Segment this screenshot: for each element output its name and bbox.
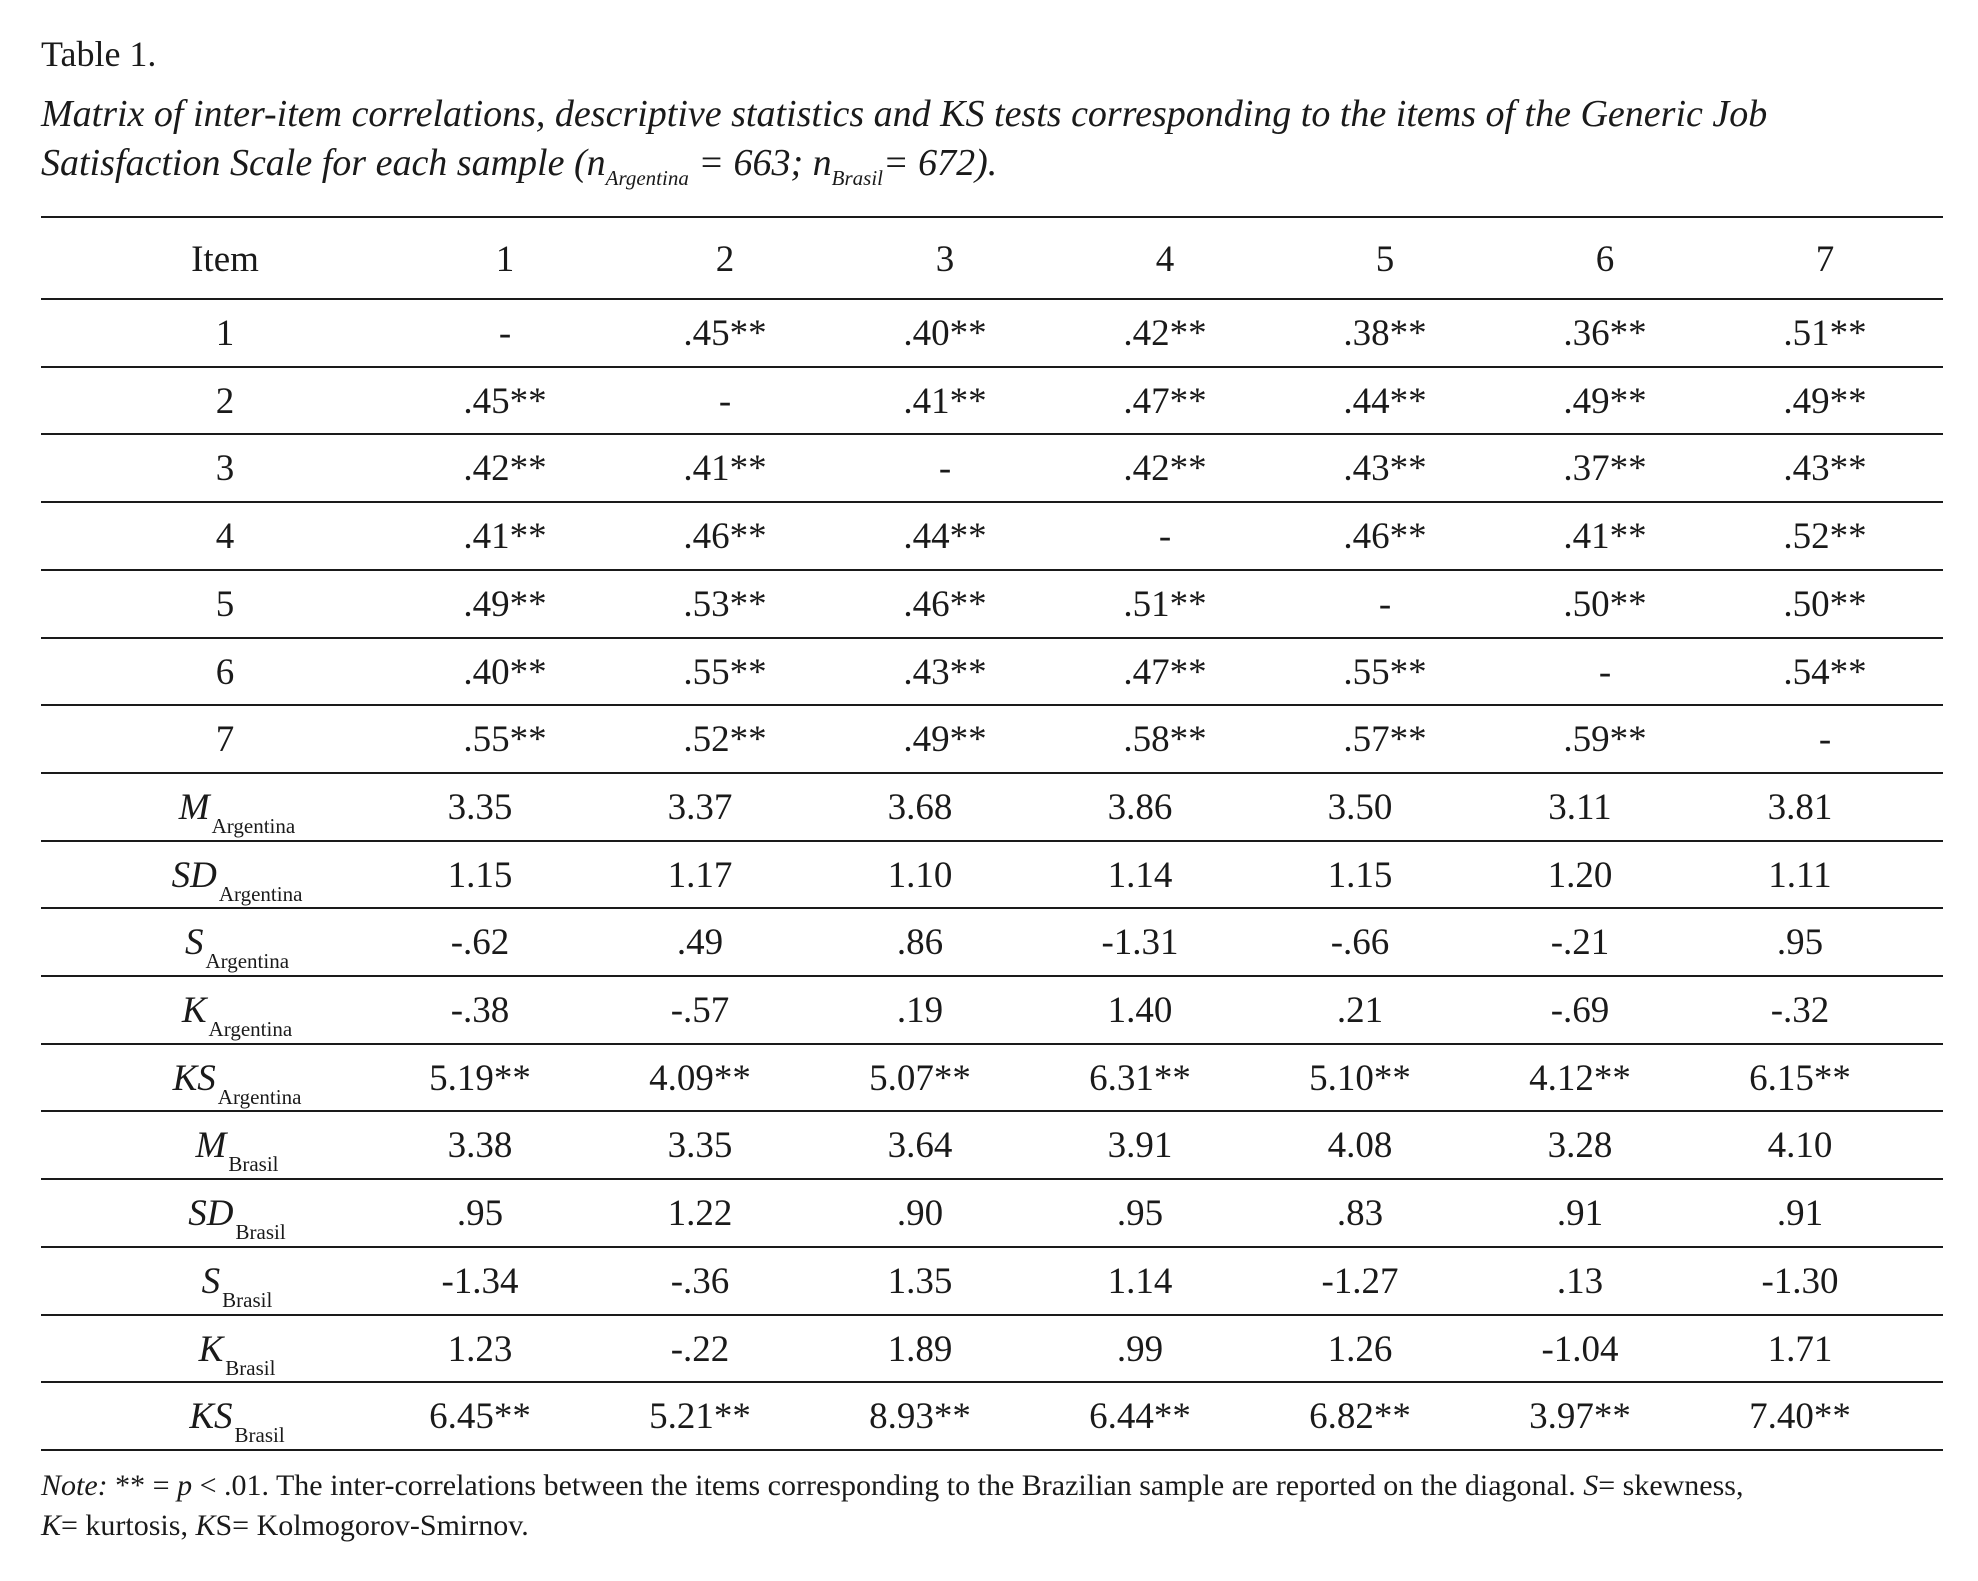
table-cell: 3.64	[887, 1125, 953, 1167]
table-cell: 1.35	[887, 1260, 953, 1302]
table-rule	[41, 1043, 1943, 1045]
table-cell: 3.50	[1327, 786, 1393, 828]
row-label: 6	[215, 651, 235, 693]
table-cell: -	[718, 380, 732, 422]
table-cell: .45**	[683, 313, 767, 354]
table-rule	[41, 1449, 1943, 1451]
table-cell: 4.08	[1327, 1125, 1393, 1167]
table-cell: 1.20	[1547, 854, 1613, 896]
table-cell: .95	[1776, 922, 1824, 964]
table-rule	[41, 637, 1943, 639]
table-cell: .49**	[463, 583, 547, 625]
table-cell: .41**	[463, 516, 547, 558]
table-cell: 1.23	[447, 1328, 513, 1370]
table-cell: -.69	[1550, 990, 1610, 1031]
row-label: 4	[215, 516, 235, 558]
table-cell: 4.10	[1767, 1125, 1833, 1167]
table-cell: .50**	[1563, 583, 1647, 625]
header-col-1: 1	[495, 239, 515, 280]
table-rule	[41, 1178, 1943, 1180]
table-cell: 3.37	[667, 786, 733, 828]
table-rule	[41, 433, 1943, 435]
table-cell: 3.35	[447, 786, 513, 828]
table-cell: -.32	[1770, 990, 1830, 1031]
table-cell: 4.09**	[649, 1057, 751, 1099]
table-cell: .51**	[1123, 583, 1207, 625]
table-cell: 1.10	[887, 854, 953, 896]
table-cell: -.38	[450, 990, 510, 1031]
table-cell: -1.30	[1761, 1260, 1839, 1302]
table-cell: 6.15**	[1749, 1057, 1851, 1099]
table-cell: 1.26	[1327, 1328, 1393, 1370]
row-label: 3	[215, 448, 235, 490]
table-cell: -1.04	[1541, 1328, 1619, 1370]
table-cell: .52**	[683, 719, 767, 761]
table-cell: .44**	[1343, 380, 1427, 422]
table-cell: .43**	[1783, 448, 1867, 490]
table-rule	[41, 907, 1943, 909]
table-cell: -	[1378, 583, 1392, 625]
table-cell: .99	[1116, 1328, 1164, 1370]
table-cell: .49**	[1783, 380, 1867, 422]
table-cell: 1.15	[447, 854, 513, 896]
table-cell: .53**	[683, 583, 767, 625]
table-rule	[41, 501, 1943, 503]
table-caption: Matrix of inter-item correlations, descriptive statistics and KS tests corresponding to the items of the Generic Job Satisfaction Scale for each sample ($n_{Argentina} = 663$; $n_{Brasil}= 672$).	[41, 93, 1768, 190]
table-cell: .36**	[1563, 313, 1647, 354]
table-cell: .50**	[1783, 583, 1867, 625]
table-cell: 4.12**	[1529, 1057, 1631, 1099]
table-cell: .49**	[1563, 380, 1647, 422]
table-rule	[41, 298, 1943, 300]
table-rule	[41, 975, 1943, 977]
table-cell: .47**	[1123, 380, 1207, 422]
table-cell: 1.71	[1767, 1328, 1833, 1370]
table-cell: 5.19**	[429, 1057, 531, 1099]
table-cell: -.22	[670, 1328, 730, 1370]
table-cell: .41**	[683, 448, 767, 490]
table-cell: 5.07**	[869, 1057, 971, 1099]
table-cell: 6.31**	[1089, 1057, 1191, 1099]
table-cell: -1.34	[441, 1260, 519, 1302]
table-cell: .41**	[903, 380, 987, 422]
table-cell: 3.28	[1547, 1125, 1613, 1167]
table-cell: .41**	[1563, 516, 1647, 558]
table-cell: .13	[1556, 1260, 1604, 1302]
table-cell: .40**	[903, 313, 987, 354]
stat-row-label: $K_{Argentina}$	[181, 990, 293, 1041]
table-cell: 1.14	[1107, 854, 1173, 896]
table-cell: .86	[896, 922, 944, 964]
stat-row-label: $K_{Brasil}$	[198, 1328, 276, 1380]
stat-row-label: $KS_{Brasil}$	[189, 1396, 285, 1448]
table-cell: -.66	[1330, 922, 1390, 964]
table-cell: -.62	[450, 922, 510, 964]
table-cell: -	[1818, 719, 1832, 761]
stat-row-label: $S_{Argentina}$	[184, 922, 290, 974]
table-rule	[41, 216, 1943, 218]
table-cell: .42**	[1123, 313, 1207, 354]
table-cell: 3.38	[447, 1125, 513, 1167]
table-cell: .49**	[903, 719, 987, 761]
table-label: Table 1.	[41, 34, 157, 74]
table-cell: .55**	[683, 651, 767, 693]
table-cell: -.21	[1550, 922, 1610, 964]
row-label: 2	[215, 380, 235, 422]
table-rule	[41, 772, 1943, 774]
table-cell: .59**	[1563, 719, 1647, 761]
table-cell: .54**	[1783, 651, 1867, 693]
header-col-3: 3	[935, 239, 955, 280]
stat-row-label: $M_{Brasil}$	[195, 1125, 279, 1177]
table-cell: .49	[676, 922, 724, 964]
table-rule	[41, 1381, 1943, 1383]
table-cell: .37**	[1563, 448, 1647, 490]
table-cell: -	[498, 313, 512, 354]
table-cell: -	[1158, 516, 1172, 558]
table-cell: .42**	[1123, 448, 1207, 490]
table-cell: .45**	[463, 380, 547, 422]
stat-row-label: $M_{Argentina}$	[178, 786, 296, 838]
table-cell: .52**	[1783, 516, 1867, 558]
table-cell: 3.35	[667, 1125, 733, 1167]
table-cell: 1.89	[887, 1328, 953, 1370]
header-col-6: 6	[1595, 239, 1615, 280]
table-cell: .91	[1776, 1193, 1824, 1235]
table-cell: 3.68	[887, 786, 953, 828]
table-cell: .91	[1556, 1193, 1604, 1235]
row-label: 1	[215, 313, 235, 354]
header-col-7: 7	[1815, 239, 1835, 280]
table-cell: .21	[1336, 990, 1384, 1031]
table-cell: 1.40	[1107, 990, 1173, 1031]
table-cell: 3.86	[1107, 786, 1173, 828]
table-cell: 1.22	[667, 1193, 733, 1235]
table-rule	[41, 1314, 1943, 1316]
table-cell: .58**	[1123, 719, 1207, 761]
table-cell: .46**	[683, 516, 767, 558]
table-cell: .57**	[1343, 719, 1427, 761]
header-col-4: 4	[1155, 239, 1175, 280]
table-rule	[41, 1246, 1943, 1248]
table-cell: .51**	[1783, 313, 1867, 354]
table-cell: 1.15	[1327, 854, 1393, 896]
table-cell: 1.14	[1107, 1260, 1173, 1302]
table-cell: -.57	[670, 990, 730, 1031]
header-item: Item	[191, 239, 259, 280]
table-cell: 3.91	[1107, 1125, 1173, 1167]
table-rule	[41, 1110, 1943, 1112]
table-cell: .95	[1116, 1193, 1164, 1235]
table-rule	[41, 366, 1943, 368]
table-cell: .95	[456, 1193, 504, 1235]
table-cell: 3.11	[1548, 786, 1612, 828]
table-cell: .43**	[1343, 448, 1427, 490]
table-cell: 5.10**	[1309, 1057, 1411, 1099]
stat-row-label: $S_{Brasil}$	[201, 1260, 273, 1312]
table-cell: .42**	[463, 448, 547, 490]
table-cell: 6.45**	[429, 1396, 531, 1438]
table-cell: .55**	[463, 719, 547, 761]
table-cell: 5.21**	[649, 1396, 751, 1438]
table-cell: .44**	[903, 516, 987, 558]
table-cell: .47**	[1123, 651, 1207, 693]
table-cell: .46**	[1343, 516, 1427, 558]
table-rule	[41, 840, 1943, 842]
stat-row-label: $KS_{Argentina}$	[172, 1057, 302, 1109]
table-cell: .55**	[1343, 651, 1427, 693]
table-cell: .43**	[903, 651, 987, 693]
table-cell: 8.93**	[869, 1396, 971, 1438]
table-note: Note: ** = p < .01. The inter-correlations between the items corresponding to the Brazilian sample are reported on the diagonal. S= skewness, K= kurtosis, KS= Kolmogorov-Smirnov.	[41, 1469, 1744, 1542]
table-cell: 3.97**	[1529, 1396, 1631, 1438]
table-cell: .38**	[1343, 313, 1427, 354]
header-col-2: 2	[715, 239, 735, 280]
table-cell: .46**	[903, 583, 987, 625]
table-cell: .40**	[463, 651, 547, 693]
table-rule	[41, 704, 1943, 706]
table-cell: 1.17	[667, 854, 733, 896]
table-cell: -1.31	[1101, 922, 1179, 964]
stat-row-label: $SD_{Argentina}$	[171, 854, 303, 906]
row-label: 5	[215, 583, 235, 625]
table-cell: 3.81	[1767, 786, 1833, 828]
table-cell: -	[938, 448, 952, 490]
table-rule	[41, 569, 1943, 571]
table-cell: -	[1598, 651, 1612, 693]
table-cell: -.36	[670, 1260, 730, 1302]
table-cell: 7.40**	[1749, 1396, 1851, 1438]
header-col-5: 5	[1375, 239, 1395, 280]
table-cell: .90	[896, 1193, 944, 1235]
row-label: 7	[215, 719, 235, 761]
table-cell: .19	[896, 990, 944, 1031]
table-cell: 6.44**	[1089, 1396, 1191, 1438]
table-cell: 1.11	[1768, 854, 1832, 896]
table-cell: 6.82**	[1309, 1396, 1411, 1438]
table-cell: .83	[1336, 1193, 1384, 1235]
stat-row-label: $SD_{Brasil}$	[188, 1193, 286, 1245]
table-cell: -1.27	[1321, 1260, 1399, 1302]
